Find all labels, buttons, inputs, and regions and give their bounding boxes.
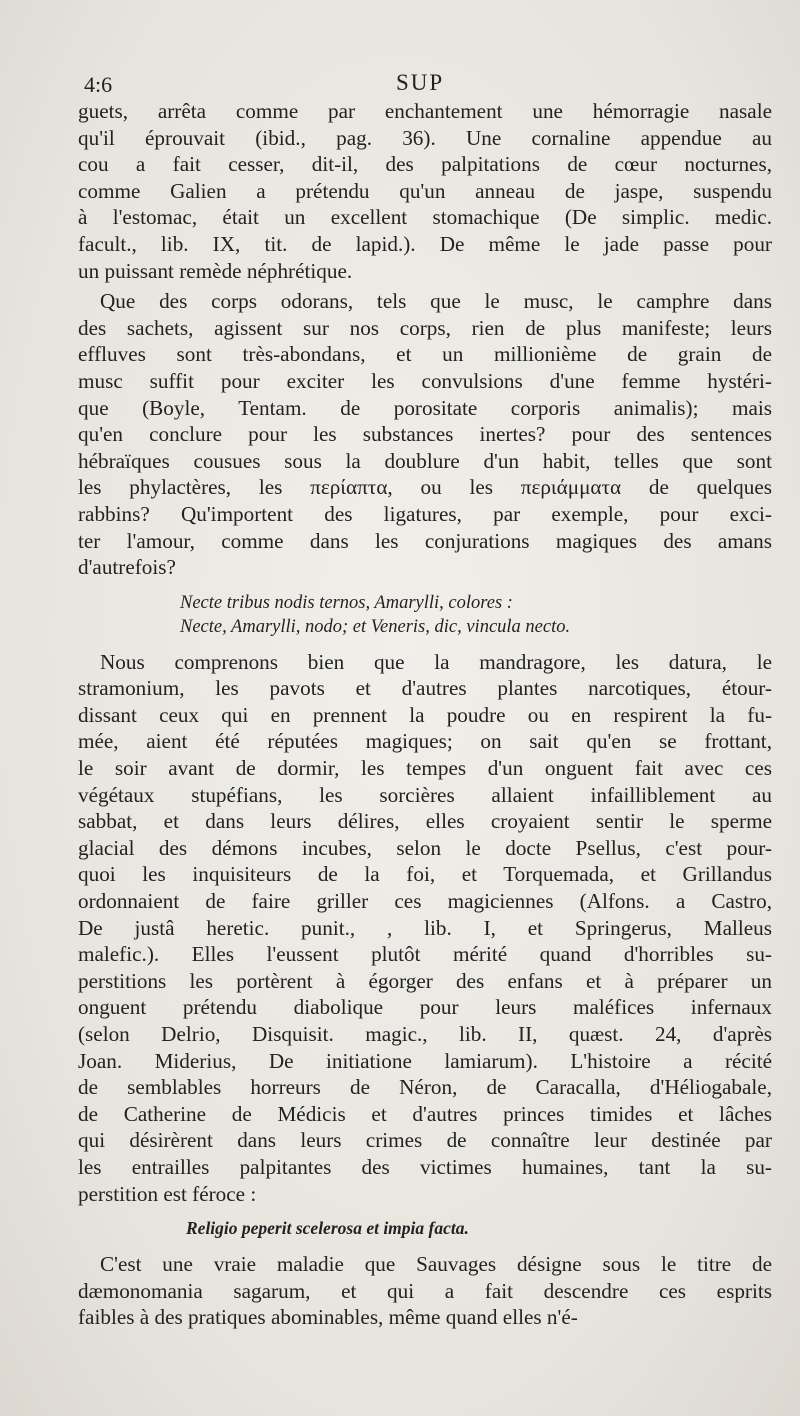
text-line: onguent prétendu diabolique pour leurs maléfices infernaux [78, 995, 772, 1020]
text-line: guets, arrêta comme par enchantement une hémorragie nasale [78, 99, 772, 123]
text-line: qu'en conclure pour les substances inertes? pour des sentences [78, 422, 772, 447]
verse-line: Necte tribus nodis ternos, Amarylli, colores : [180, 592, 513, 613]
running-title: SUP [396, 70, 445, 95]
paragraph-3 [78, 649, 772, 1207]
text-line: C'est une vraie maladie que Sauvages désigne sous le titre de [100, 1252, 772, 1277]
text-line: Que des corps odorans, tels que le musc, le camphre dans [100, 289, 772, 314]
text-line: facult., lib. IX, tit. de lapid.). De même le jade passe pour [78, 231, 772, 256]
text-line: ter l'amour, comme dans les conjurations magiques des amans [78, 528, 772, 553]
text-line: d'autrefois? [78, 555, 176, 580]
text-line: effluves sont très-abondans, et un millionième de grain de [78, 342, 772, 367]
text-line: rabbins? Qu'importent des ligatures, par exemple, pour exci- [78, 501, 772, 526]
paragraph-1 [78, 98, 772, 284]
paragraph-2 [78, 288, 772, 581]
text-line: Nous comprenons bien que la mandragore, les datura, le [100, 649, 772, 674]
text-line: (selon Delrio, Disquisit. magic., lib. II, quæst. 24, d'après [78, 1022, 772, 1046]
text-line: qui désirèrent dans leurs crimes de connaître leur destinée par [78, 1128, 772, 1153]
text-line: cou a fait cesser, dit-il, des palpitations de cœur nocturnes, [78, 152, 772, 177]
page-body [78, 98, 772, 1331]
text-line: végétaux stupéfians, les sorcières allaient infailliblement au [78, 782, 772, 807]
text-line: Joan. Miderius, De initiatione lamiarum). L'histoire a récité [78, 1048, 772, 1073]
latin-quotation: Religio peperit scelerosa et impia facta. [186, 1218, 469, 1239]
page-header [78, 62, 772, 98]
text-line: les phylactères, les περίαπτα, ou les περιάμματα de quelques [78, 475, 772, 500]
paragraph-4 [78, 1251, 772, 1331]
text-line: musc suffit pour exciter les convulsions d'une femme hystéri- [78, 368, 772, 393]
text-line: un puissant remède néphrétique. [78, 258, 353, 283]
text-line: mée, aient été réputées magiques; on sait qu'en se frottant, [78, 729, 772, 754]
text-line: dissant ceux qui en prennent la poudre ou en respirent la fu- [78, 702, 772, 727]
text-line: dæmonomania sagarum, et qui a fait descendre ces esprits [78, 1278, 772, 1303]
text-line: les entrailles palpitantes des victimes humaines, tant la su- [78, 1154, 772, 1179]
text-line: à l'estomac, était un excellent stomachique (De simplic. medic. [78, 205, 772, 230]
text-line: qu'il éprouvait (ibid., pag. 36). Une cornaline appendue au [78, 125, 772, 150]
text-line: que (Boyle, Tentam. de porositate corporis animalis); mais [78, 395, 772, 420]
text-line: hébraïques cousues sous la doublure d'un habit, telles que sont [78, 448, 772, 473]
text-line: de Catherine de Médicis et d'autres princes timides et lâches [78, 1101, 772, 1126]
verse-line: Necte, Amarylli, nodo; et Veneris, dic, vincula necto. [180, 616, 571, 637]
text-line: ordonnaient de faire griller ces magiciennes (Alfons. a Castro, [78, 889, 772, 914]
text-line: de semblables horreurs de Néron, de Caracalla, d'Héliogabale, [78, 1075, 772, 1100]
text-line: le soir avant de dormir, les tempes d'un onguent fait avec ces [78, 756, 772, 781]
text-line: perstition est féroce : [78, 1181, 257, 1206]
text-line: stramonium, les pavots et d'autres plantes narcotiques, étour- [78, 676, 772, 701]
text-line: perstitions les portèrent à égorger des enfans et à préparer un [78, 968, 772, 993]
text-line: des sachets, agissent sur nos corps, rien de plus manifeste; leurs [78, 315, 772, 340]
page-number: 4:6 [84, 72, 113, 97]
text-line: sabbat, et dans leurs délires, elles croyaient sentir le sperme [78, 809, 772, 834]
text-line: comme Galien a prétendu qu'un anneau de jaspe, suspendu [78, 178, 772, 203]
text-line: glacial des démons incubes, selon le docte Psellus, c'est pour- [78, 835, 772, 860]
text-line: De justâ heretic. punit., , lib. I, et Springerus, Malleus [78, 915, 772, 940]
verse-quotation [180, 591, 772, 639]
text-line: quoi les inquisiteurs de la foi, et Torquemada, et Grillandus [78, 862, 772, 887]
text-line: faibles à des pratiques abominables, même quand elles n'é- [78, 1305, 578, 1330]
text-line: malefic.). Elles l'eussent plutôt mérité quand d'horribles su- [78, 942, 772, 967]
